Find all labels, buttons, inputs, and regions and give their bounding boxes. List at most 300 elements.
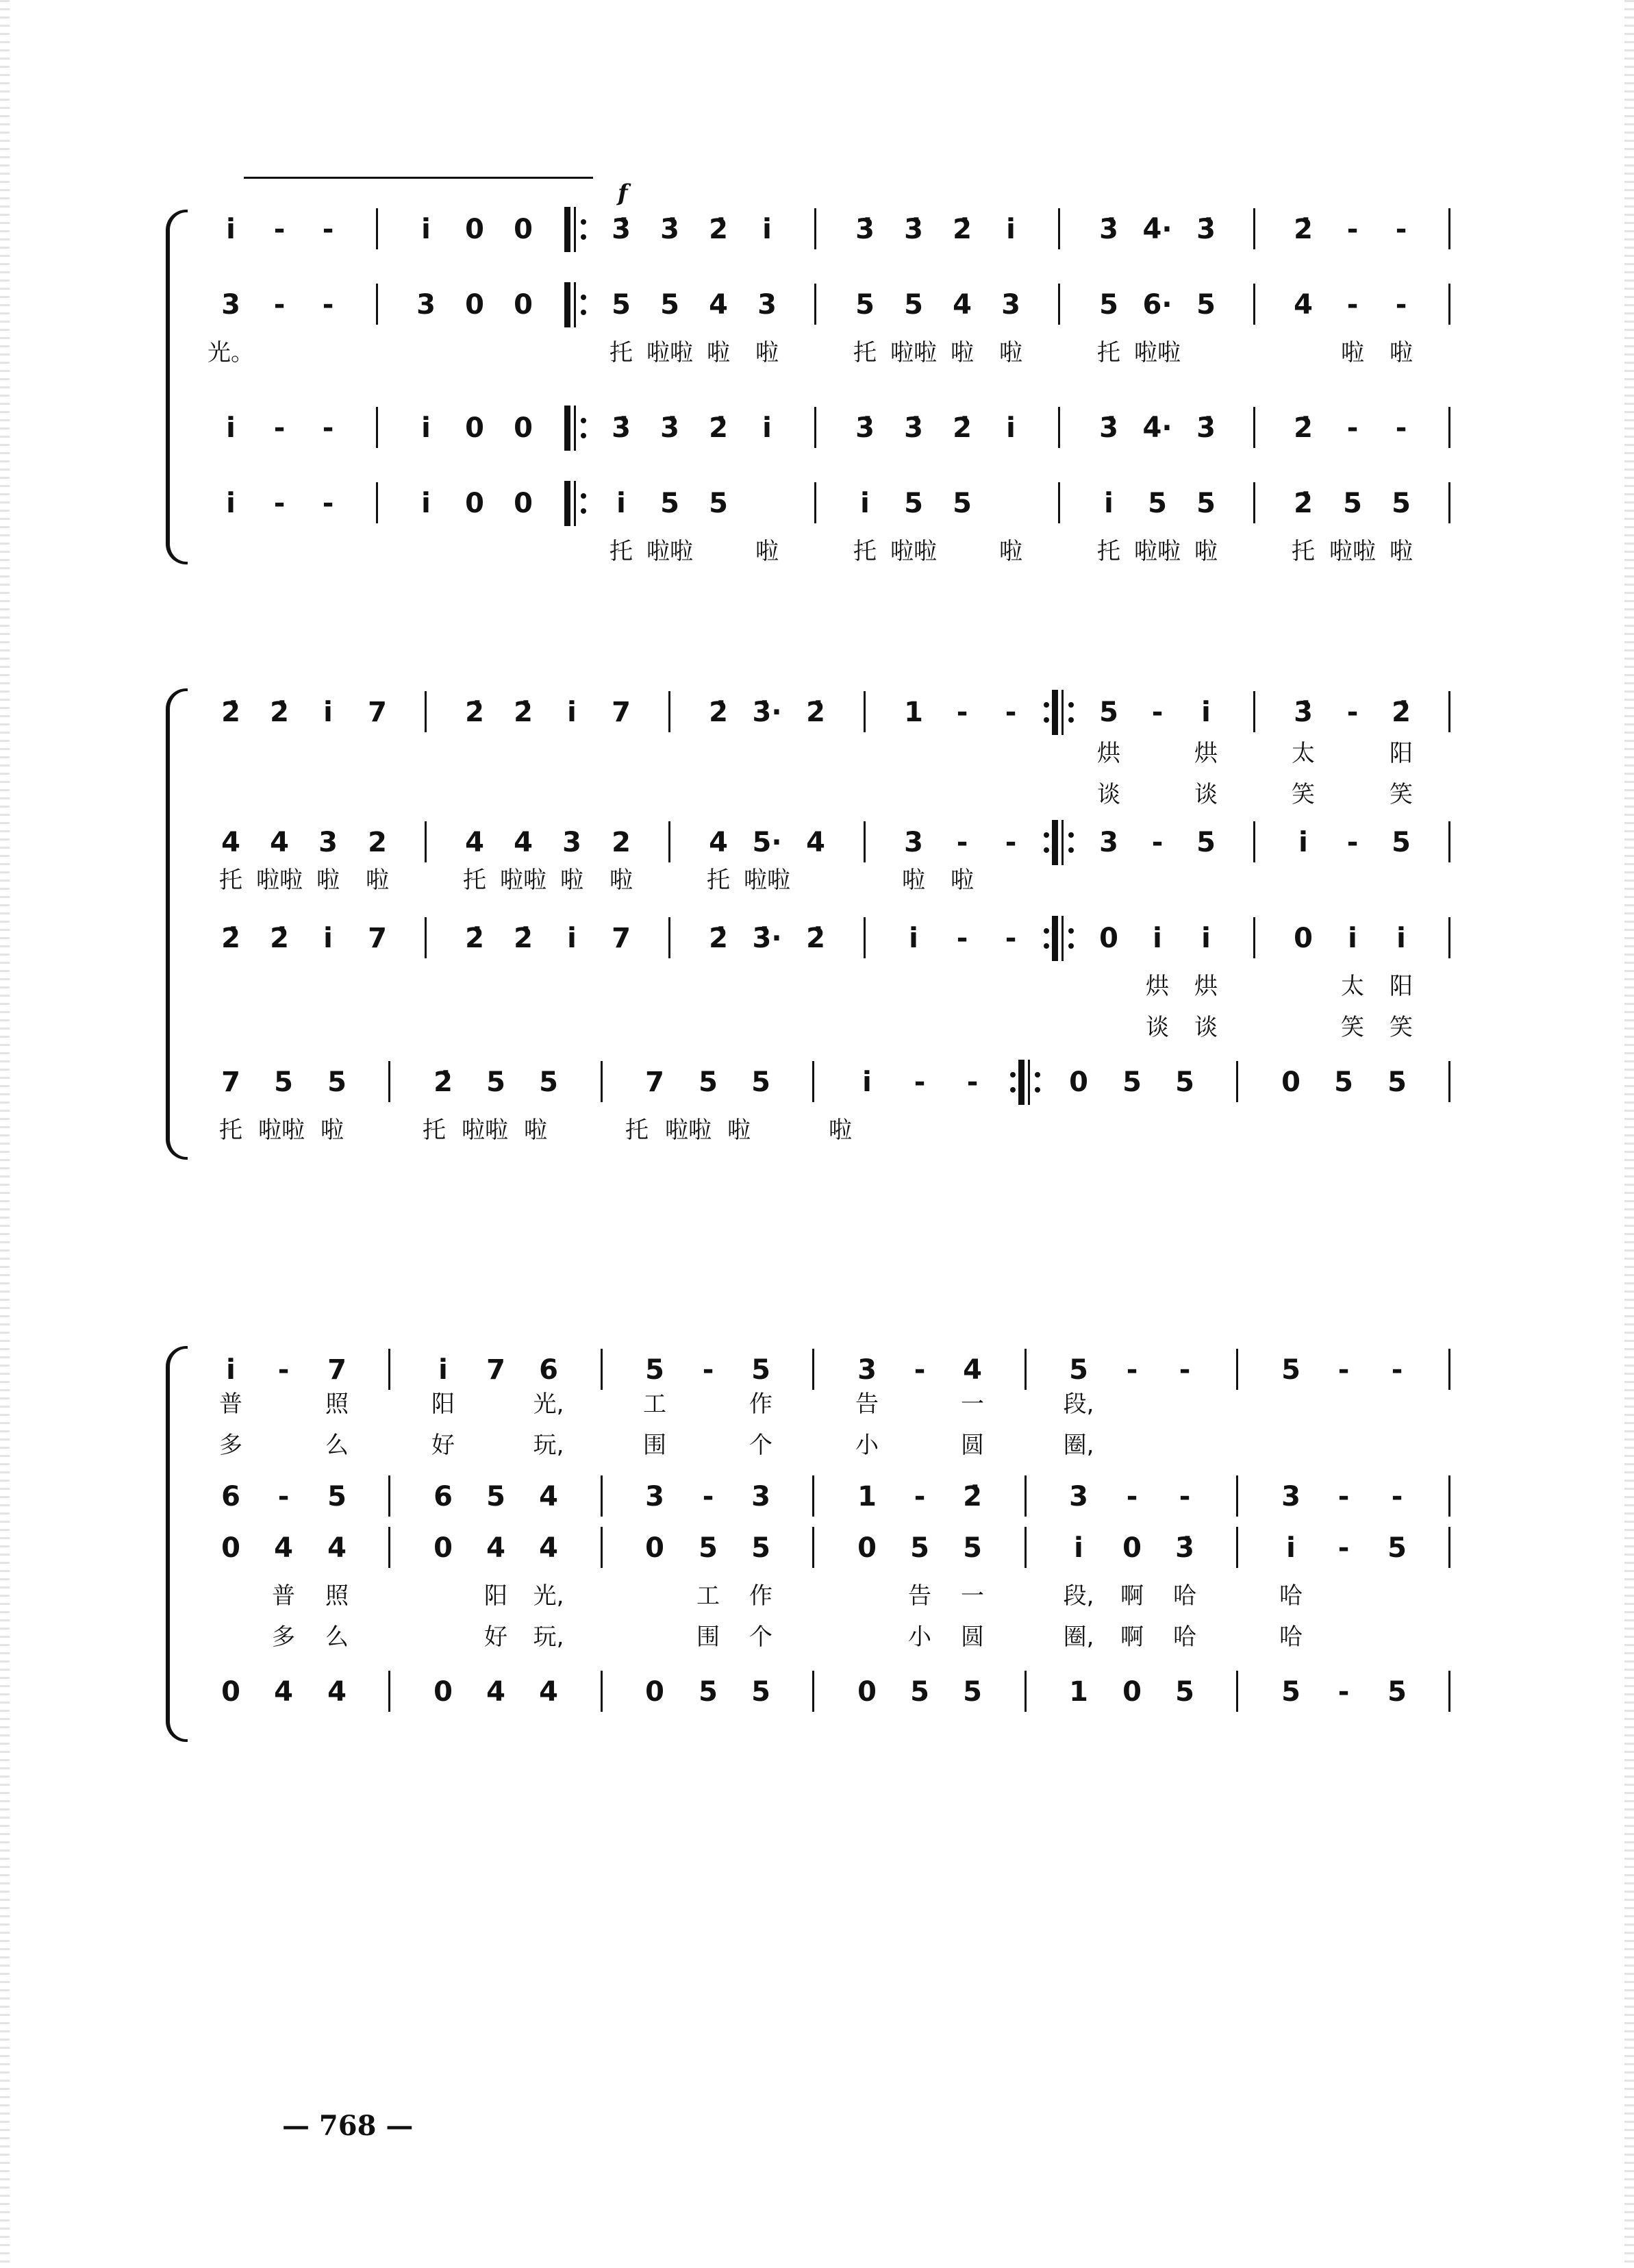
lyric-word: 啦 (999, 538, 1022, 565)
note: 5 (904, 488, 923, 519)
note: 3 (1281, 1481, 1300, 1512)
lyric-line (179, 1387, 1467, 1421)
repeat-barline (1052, 690, 1067, 735)
barline (388, 1475, 390, 1517)
note: 0 (465, 214, 484, 245)
lyric-word: 多 (272, 1623, 295, 1651)
note: i̇ (909, 923, 918, 954)
note: - (1126, 1481, 1138, 1512)
lyric-word: 作 (749, 1582, 772, 1610)
note-line (179, 819, 1467, 867)
lyric-word: 光, (533, 1582, 564, 1610)
barline (812, 1671, 814, 1712)
note: - (322, 214, 334, 245)
note: 0 (433, 1532, 453, 1564)
note: 5 (751, 1676, 770, 1708)
barline (864, 691, 866, 732)
lyric-word: 托 (219, 1117, 242, 1144)
barline (1025, 1475, 1027, 1517)
note: 5 (1099, 289, 1118, 321)
note: 5 (660, 289, 679, 321)
lyric-word: 个 (749, 1432, 772, 1459)
lyric-word: 光。 (208, 339, 254, 366)
note: i̇ (323, 923, 333, 954)
note: i̇ (226, 1354, 236, 1386)
barline (812, 1475, 814, 1517)
note: i̇ (1006, 214, 1016, 245)
note: i̇ (1104, 488, 1114, 519)
barline (814, 208, 816, 249)
note: i̇ (226, 412, 236, 444)
barline (1236, 1349, 1238, 1390)
note: - (1395, 289, 1407, 321)
lyric-line (179, 336, 1467, 370)
lyric-word: 笑 (1341, 1014, 1364, 1041)
lyric-word: 一 (961, 1391, 984, 1418)
barline (601, 1475, 603, 1517)
note: 1 (904, 697, 923, 728)
note: 3 (904, 827, 923, 858)
barline (601, 1671, 603, 1712)
note: 5 (1175, 1067, 1194, 1098)
lyric-word: 好 (431, 1432, 455, 1459)
lyric-word: 托 (609, 538, 633, 565)
lyric-word: 啦啦 (744, 867, 790, 894)
note: 5 (1069, 1354, 1088, 1386)
note: - (273, 412, 286, 444)
lyric-word: 啦 (755, 538, 779, 565)
lyric-word: 阳 (431, 1391, 455, 1418)
lyric-word: 托 (1097, 538, 1120, 565)
note: - (914, 1067, 926, 1098)
note: 4 (1294, 289, 1313, 321)
note: - (1337, 1532, 1350, 1564)
lyric-word: 哈 (1173, 1582, 1196, 1610)
barline (376, 407, 378, 448)
lyric-line (179, 534, 1467, 569)
note: 3 (857, 1354, 877, 1386)
lyric-line (179, 736, 1467, 771)
note: - (322, 488, 334, 519)
lyric-word: 段, (1063, 1391, 1094, 1418)
note: 3̇ (1099, 412, 1118, 444)
note: - (273, 289, 286, 321)
note: 4̇· (1142, 214, 1172, 245)
barline (1448, 1475, 1450, 1517)
note: 3 (1001, 289, 1020, 321)
note: i̇ (616, 488, 626, 519)
lyric-word: 啦 (951, 339, 974, 366)
note: 0 (514, 412, 533, 444)
barline (1236, 1475, 1238, 1517)
lyric-word: 阳 (1390, 973, 1413, 1000)
note: 2̇ (270, 923, 289, 954)
note: 5 (660, 488, 679, 519)
lyric-word: 多 (219, 1432, 242, 1459)
note: 4 (274, 1676, 293, 1708)
note: 4 (539, 1676, 558, 1708)
lyric-word: 啦啦 (1329, 538, 1376, 565)
note: i̇ (1298, 827, 1308, 858)
note: 4 (953, 289, 972, 321)
lyric-word: 圈, (1063, 1623, 1094, 1651)
note: - (956, 827, 968, 858)
note: - (1337, 1354, 1350, 1386)
note: 3̇· (752, 697, 782, 728)
lyric-word: 阳 (484, 1582, 507, 1610)
lyric-word: 啦 (829, 1117, 852, 1144)
note: 3 (751, 1481, 770, 1512)
note: 4 (806, 827, 825, 858)
barline (425, 821, 427, 862)
note: 5 (274, 1067, 293, 1098)
note: i̇ (862, 1067, 872, 1098)
note: 5· (752, 827, 782, 858)
note: i̇ (438, 1354, 448, 1386)
barline (1253, 407, 1255, 448)
barline (376, 284, 378, 325)
barline (1448, 1349, 1450, 1390)
note: 5 (953, 488, 972, 519)
note: 2̇ (433, 1067, 453, 1098)
note: - (1126, 1354, 1138, 1386)
note: 4 (274, 1532, 293, 1564)
note-line (179, 688, 1467, 736)
lyric-word: 啦 (609, 867, 633, 894)
lyric-word: 啦 (1390, 339, 1413, 366)
barline (1448, 821, 1450, 862)
lyric-word: 圆 (961, 1623, 984, 1651)
note: 5 (855, 289, 875, 321)
lyric-word: 烘 (1194, 740, 1218, 767)
lyric-word: 啦 (951, 867, 974, 894)
note: 0 (514, 289, 533, 321)
note: 2̇ (465, 923, 484, 954)
note: - (1179, 1481, 1191, 1512)
lyric-word: 啦啦 (256, 867, 303, 894)
lyric-word: 啦 (1194, 538, 1218, 565)
note: 4 (221, 827, 240, 858)
lyric-word: 照 (325, 1391, 349, 1418)
lyric-word: 啦 (320, 1117, 344, 1144)
top-rule (244, 177, 593, 179)
lyric-word: 笑 (1390, 1014, 1413, 1041)
note: 5 (751, 1354, 770, 1386)
lyric-word: 烘 (1097, 740, 1120, 767)
note: 5 (486, 1067, 505, 1098)
lyric-word: 啦 (755, 339, 779, 366)
barline (601, 1527, 603, 1568)
note: 2̇ (806, 697, 825, 728)
note: 5 (910, 1676, 929, 1708)
note: 7 (368, 923, 387, 954)
note: - (1395, 214, 1407, 245)
note: - (273, 488, 286, 519)
barline (1448, 1061, 1450, 1102)
note: 4 (486, 1532, 505, 1564)
note: 3 (645, 1481, 664, 1512)
note: 5 (1392, 488, 1411, 519)
note: i̇ (421, 412, 431, 444)
note: 7 (645, 1067, 664, 1098)
note: 4 (514, 827, 533, 858)
lyric-word: 啦啦 (665, 1117, 712, 1144)
lyric-word: 托 (707, 867, 730, 894)
lyric-word: 啦 (560, 867, 583, 894)
note: 3̇ (612, 412, 631, 444)
note: i̇ (323, 697, 333, 728)
lyric-word: 啦 (366, 867, 389, 894)
barline (1253, 917, 1255, 958)
barline (814, 284, 816, 325)
barline (864, 917, 866, 958)
note: i̇ (421, 214, 431, 245)
lyric-word: 告 (908, 1582, 931, 1610)
lyric-word: 托 (219, 867, 242, 894)
barline (388, 1527, 390, 1568)
note: - (1346, 289, 1359, 321)
lyric-word: 工 (643, 1391, 666, 1418)
note-line (179, 281, 1467, 329)
lyric-word: 普 (272, 1582, 295, 1610)
lyric-word: 谈 (1146, 1014, 1169, 1041)
note: 1 (857, 1481, 877, 1512)
note: 5 (539, 1067, 558, 1098)
page-number: — 768 — (282, 2110, 414, 2142)
note: 2̇ (953, 412, 972, 444)
barline (388, 1061, 390, 1102)
note: 3 (318, 827, 338, 858)
page-edge-right (1624, 0, 1634, 2268)
barline (1448, 407, 1450, 448)
barline (601, 1349, 603, 1390)
note: 5 (327, 1067, 347, 1098)
note: 4 (709, 827, 728, 858)
note: i̇ (860, 488, 870, 519)
barline (812, 1061, 814, 1102)
lyric-word: 围 (643, 1432, 666, 1459)
lyric-word: 哈 (1279, 1582, 1303, 1610)
note: 2̇ (953, 214, 972, 245)
lyric-word: 啦啦 (462, 1117, 508, 1144)
barline (425, 917, 427, 958)
note: 4 (963, 1354, 982, 1386)
note: 5 (1343, 488, 1362, 519)
note: 2̇ (1294, 488, 1313, 519)
lyric-word: 笑 (1292, 781, 1315, 808)
note: 2̇ (465, 697, 484, 728)
lyric-word: 谈 (1194, 781, 1218, 808)
note: - (1005, 827, 1017, 858)
note: 3̇ (1294, 697, 1313, 728)
note: 0 (514, 214, 533, 245)
lyric-word: 托 (625, 1117, 649, 1144)
note: 0 (1069, 1067, 1088, 1098)
lyric-word: 好 (484, 1623, 507, 1651)
barline (1448, 284, 1450, 325)
note: 3 (562, 827, 581, 858)
note: 3̇ (1175, 1532, 1194, 1564)
note: 5 (1387, 1067, 1407, 1098)
barline (1448, 482, 1450, 523)
barline (1058, 208, 1060, 249)
repeat-barline (1052, 820, 1067, 865)
note: i̇ (1074, 1532, 1083, 1564)
lyric-line (179, 1620, 1467, 1654)
note: 2 (612, 827, 631, 858)
lyric-word: 圈, (1063, 1432, 1094, 1459)
lyric-word: 托 (609, 339, 633, 366)
lyric-line (179, 863, 1467, 897)
note: 5 (699, 1532, 718, 1564)
lyric-word: 托 (853, 538, 877, 565)
note: 3 (416, 289, 436, 321)
note: 3̇ (904, 412, 923, 444)
note: 7 (368, 697, 387, 728)
note: 7 (327, 1354, 347, 1386)
note-line (179, 1668, 1467, 1716)
note: 5 (1281, 1354, 1300, 1386)
note-line (179, 1524, 1467, 1572)
repeat-barline (564, 207, 579, 252)
note: 5 (699, 1067, 718, 1098)
note: - (1346, 827, 1359, 858)
note-line (179, 1058, 1467, 1106)
note: 3 (757, 289, 777, 321)
note: - (277, 1354, 290, 1386)
note: i̇ (226, 214, 236, 245)
note: 4 (709, 289, 728, 321)
note: 0 (645, 1532, 664, 1564)
note: i̇ (421, 488, 431, 519)
note: 6 (221, 1481, 240, 1512)
note: - (1179, 1354, 1191, 1386)
note: 7 (612, 697, 631, 728)
lyric-word: 工 (696, 1582, 720, 1610)
note: 0 (857, 1676, 877, 1708)
barline (668, 691, 670, 732)
note: i̇ (1348, 923, 1357, 954)
note: - (1151, 697, 1164, 728)
note: - (1337, 1481, 1350, 1512)
barline (376, 208, 378, 249)
note: 3̇ (1196, 412, 1216, 444)
note: i̇ (1201, 697, 1211, 728)
note-line (179, 914, 1467, 962)
note: 0 (1122, 1532, 1142, 1564)
repeat-barline (564, 481, 579, 526)
note: 2 (368, 827, 387, 858)
barline (1236, 1061, 1238, 1102)
barline (1253, 821, 1255, 862)
lyric-word: 光, (533, 1391, 564, 1418)
note: 0 (221, 1676, 240, 1708)
note: 4 (539, 1481, 558, 1512)
note: - (277, 1481, 290, 1512)
note: 2̇ (221, 923, 240, 954)
lyric-word: 啦 (316, 867, 340, 894)
lyric-word: 啦 (524, 1117, 547, 1144)
barline (1448, 917, 1450, 958)
barline (1058, 284, 1060, 325)
lyric-word: 个 (749, 1623, 772, 1651)
note: i̇ (762, 214, 772, 245)
note: i̇ (567, 923, 577, 954)
note: 3̇ (855, 412, 875, 444)
barline (668, 821, 670, 862)
barline (1253, 284, 1255, 325)
note: - (1005, 697, 1017, 728)
note: 0 (465, 412, 484, 444)
lyric-line (179, 969, 1467, 1004)
note: 2̇ (514, 923, 533, 954)
note: 5 (1148, 488, 1167, 519)
lyric-word: 啦 (1341, 339, 1364, 366)
note: 5 (751, 1532, 770, 1564)
lyric-word: 玩, (533, 1623, 564, 1651)
note: 1 (1069, 1676, 1088, 1708)
note: 0 (1294, 923, 1313, 954)
lyric-word: 么 (325, 1432, 349, 1459)
lyric-line (179, 1010, 1467, 1045)
note: 5 (963, 1676, 982, 1708)
barline (388, 1671, 390, 1712)
note: 0 (221, 1532, 240, 1564)
note-line (179, 479, 1467, 527)
note: 6· (1142, 289, 1172, 321)
lyric-word: 啦 (902, 867, 925, 894)
barline (1448, 1671, 1450, 1712)
note: i̇ (1396, 923, 1406, 954)
note: 2̇ (1294, 214, 1313, 245)
lyric-word: 太 (1292, 740, 1315, 767)
lyric-word: 啦 (1390, 538, 1413, 565)
lyric-word: 阳 (1390, 740, 1413, 767)
note: 5 (1281, 1676, 1300, 1708)
barline (1236, 1527, 1238, 1568)
lyric-word: 玩, (533, 1432, 564, 1459)
note: - (956, 697, 968, 728)
note: 3̇ (660, 214, 679, 245)
barline (1253, 482, 1255, 523)
note-line (179, 1473, 1467, 1521)
barline (1236, 1671, 1238, 1712)
barline (1448, 1527, 1450, 1568)
note: - (1337, 1676, 1350, 1708)
repeat-barline (1052, 916, 1067, 961)
note: 6 (539, 1354, 558, 1386)
note: 3̇ (1099, 214, 1118, 245)
note: 4 (465, 827, 484, 858)
note: i̇ (1006, 412, 1016, 444)
note: 2̇ (709, 923, 728, 954)
note: 4 (270, 827, 289, 858)
lyric-word: 笑 (1390, 781, 1413, 808)
note: 0 (1099, 923, 1118, 954)
note: 0 (465, 289, 484, 321)
note: - (966, 1067, 979, 1098)
note: i̇ (567, 697, 577, 728)
note: 5 (1196, 289, 1216, 321)
note: 2̇ (709, 214, 728, 245)
barline (814, 482, 816, 523)
lyric-word: 啦啦 (1134, 538, 1181, 565)
note: 2̇ (806, 923, 825, 954)
note-line (179, 205, 1467, 253)
note: 5 (1387, 1676, 1407, 1708)
note: 6 (433, 1481, 453, 1512)
note: i̇ (1153, 923, 1162, 954)
